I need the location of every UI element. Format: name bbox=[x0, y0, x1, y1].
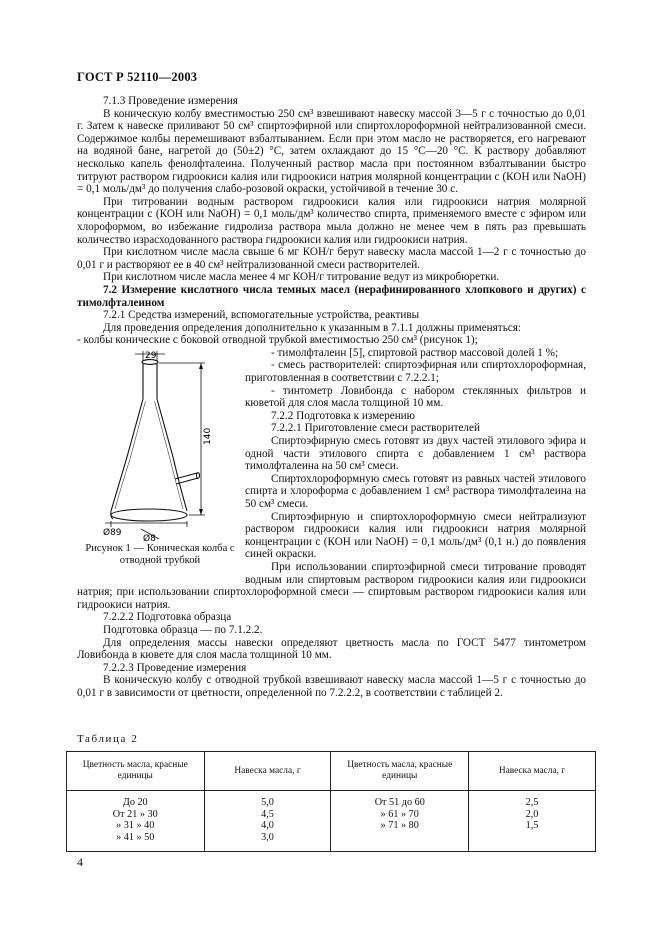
color-range: От 51 до 60 bbox=[374, 797, 425, 808]
conical-flask-drawing bbox=[77, 349, 237, 543]
paragraph-acid-over-6: При кислотном числе масла свыше 6 мг КОН/г берут навеску масла массой 1—2 г с точностью до 0,01 г и растворяют ее в 40 см³ нейтрализованной смеси растворителей. bbox=[77, 246, 586, 271]
color-range: » 31 » 40 bbox=[116, 820, 155, 831]
paragraph-acid-under-4: При кислотном числе масла менее 4 мг КОН/г титрование ведут из микробюретки. bbox=[103, 271, 500, 284]
color-range: » 41 » 50 bbox=[116, 831, 155, 843]
list-item-flask: - колбы конические с боковой отводной трубкой вместимостью 250 см³ (рисунок 1); bbox=[77, 334, 478, 347]
dim-top-label: 29 bbox=[145, 350, 157, 361]
paragraph-titration-mode: При использовании спиртоэфирной смеси титрование проводят водным или спиртовым раствором гидроокиси калия или гидроокиси натрия; при использовании спиртохлороформной смеси — спиртовым раствором гидроокиси калия или гидроокиси натрия. bbox=[77, 560, 586, 611]
section-7-1-3-title: 7.1.3 Проведение измерения bbox=[103, 95, 238, 107]
page-header: ГОСТ Р 52110—2003 bbox=[77, 70, 198, 84]
dim-tube-label: Ø8 bbox=[143, 533, 156, 543]
table-caption: Таблица 2 bbox=[77, 733, 139, 745]
left-masses-cell bbox=[204, 791, 331, 852]
dim-height-label: 140 bbox=[203, 427, 213, 445]
paragraph-chloro-mix: Спиртохлороформную смесь готовят из равных частей этилового спирта и хлороформа с добавлением 1 см³ раствора тимолфталеина на 50 см³ смеси. bbox=[245, 472, 586, 510]
section-7-2-1-title: 7.2.1 Средства измерений, вспомогательные устройства, реактивы bbox=[103, 309, 420, 322]
table-2 bbox=[66, 751, 596, 852]
header-color-left: Цветность масла, красные единицы bbox=[67, 752, 205, 791]
color-range: » 61 » 70 bbox=[380, 808, 419, 820]
body-text bbox=[77, 95, 586, 700]
mass-value: 4,0 bbox=[261, 820, 274, 831]
list-item-solvents: - смесь растворителей: спиртоэфирная или спиртохлороформная, приготовленная в соответствии с 7.2.2.1; bbox=[245, 359, 586, 385]
paragraph-ether-mix: Спиртоэфирную смесь готовят из двух частей этилового эфира и одной части этилового спирта с добавлением 1 см³ раствора тимолфталеина на 50 см³ смеси. bbox=[245, 435, 586, 473]
paragraph-titration-water: При титровании водным раствором гидроокиси калия или гидроокиси натрия молярной концентрации с (КОН или NaOH) = 0,1 моль/дм³ количество спирта, применяемого вместе с эфиром или хлороформом, во избежание гидролиза раствора мыла должно не менее чем в пять раз превышать количество израсходованного раствора гидроокиси калия или гидроокиси натрия. bbox=[77, 195, 586, 246]
flask-body bbox=[111, 399, 187, 511]
mass-value: 4,5 bbox=[261, 808, 274, 820]
section-7-2-2-2-title: 7.2.2.2 Подготовка образца bbox=[103, 611, 232, 624]
paragraph-mass-color: Для определения массы навески определяют цветность масла по ГОСТ 5477 тинтометром Ловибонда в кювете для слоя масла толщиной 10 мм. bbox=[77, 636, 586, 662]
mass-value: 2,0 bbox=[525, 808, 539, 820]
right-masses-cell bbox=[469, 791, 596, 852]
list-item-tintometer: - тинтометр Ловибонда с набором стеклянных фильтров и кюветой для слоя масла толщиной 10 мм. bbox=[245, 384, 586, 410]
section-7-2-title: 7.2 Измерение кислотного числа темных масел (нерафинированного хлопкового и других) с тимолфталеином bbox=[77, 283, 586, 309]
list-item-thymol: - тимолфталеин [5], спиртовой раствор массовой долей 1 %; bbox=[271, 346, 559, 359]
header-mass-left: Навеска масла, г bbox=[204, 752, 331, 791]
dim-base-label: Ø89 bbox=[103, 527, 122, 538]
flask-neck bbox=[143, 363, 157, 399]
paragraph-7-1-3: В коническую колбу вместимостью 250 см³ взвешивают навеску массой 3—5 г с точностью до 0,01 г. Затем к навеске приливают 50 см³ спиртоэфирной или спиртохлороформной нейтрализованной смеси. Содержимое колбы перемешивают взбалтыванием. Если при этом масло не растворяется, его нагревают на водяной бане, нагретой до (50±2) °С, затем охлаждают до 15 °С—20 °С. К раствору добавляют несколько капель фенолфталеина. Полученный раствор масла при постоянном взбалтывании быстро титруют раствором гидроокиси калия или гидроокиси натрия молярной концентрации с (КОН или NaOH) = 0,1 моль/дм³ до получения слабо-розовой окраски, устойчивой в течение 30 с. bbox=[77, 107, 586, 196]
mass-value: 2,5 bbox=[525, 797, 539, 808]
header-color-right: Цветность масла, красные единицы bbox=[331, 752, 469, 791]
color-range: » 71 » 80 bbox=[380, 820, 419, 831]
paragraph-7-2-2-2: Подготовка образца — по 7.1.2.2. bbox=[103, 623, 263, 636]
paragraph-neutralize: Спиртоэфирную и спиртохлороформную смеси нейтрализуют раствором гидроокиси калия или гидроокиси натрия молярной концентрации с (КОН или NaOH) = 0,1 моль/дм³ (0,1 н.) до появления синей окраски. bbox=[245, 510, 586, 561]
mass-value: 5,0 bbox=[261, 797, 274, 808]
table-header-row bbox=[67, 752, 596, 791]
side-tube bbox=[175, 473, 198, 484]
table-row bbox=[67, 791, 596, 852]
color-range: От 21 » 30 bbox=[112, 808, 158, 820]
figure-1 bbox=[77, 349, 237, 581]
left-colors-cell bbox=[67, 791, 205, 852]
mass-value: 1,5 bbox=[525, 820, 539, 831]
figure-caption: Рисунок 1 — Коническая колба с отводной трубкой bbox=[85, 542, 235, 566]
flask-base bbox=[111, 509, 187, 521]
page-number: 4 bbox=[77, 855, 83, 869]
mass-value: 3,0 bbox=[261, 831, 274, 843]
paragraph-7-2-2-3: В коническую колбу с отводной трубкой взвешивают навеску масла массой 1—5 г с точностью до 0,01 г в зависимости от цветности, определенной по 7.2.2.2, в соответствии с таблицей 2. bbox=[77, 674, 586, 699]
section-7-2-2-1-title: 7.2.2.1 Приготовление смеси растворителей bbox=[271, 422, 480, 435]
paragraph-7-2-1: Для проведения определения дополнительно к указанным в 7.1.1 должны применяться: bbox=[103, 321, 522, 334]
header-mass-right: Навеска масла, г bbox=[469, 752, 596, 791]
right-colors-cell bbox=[331, 791, 469, 852]
section-7-2-2-title: 7.2.2 Подготовка к измерению bbox=[271, 409, 416, 422]
color-range: До 20 bbox=[122, 797, 148, 808]
section-7-2-2-3-title: 7.2.2.3 Проведение измерения bbox=[103, 661, 247, 674]
